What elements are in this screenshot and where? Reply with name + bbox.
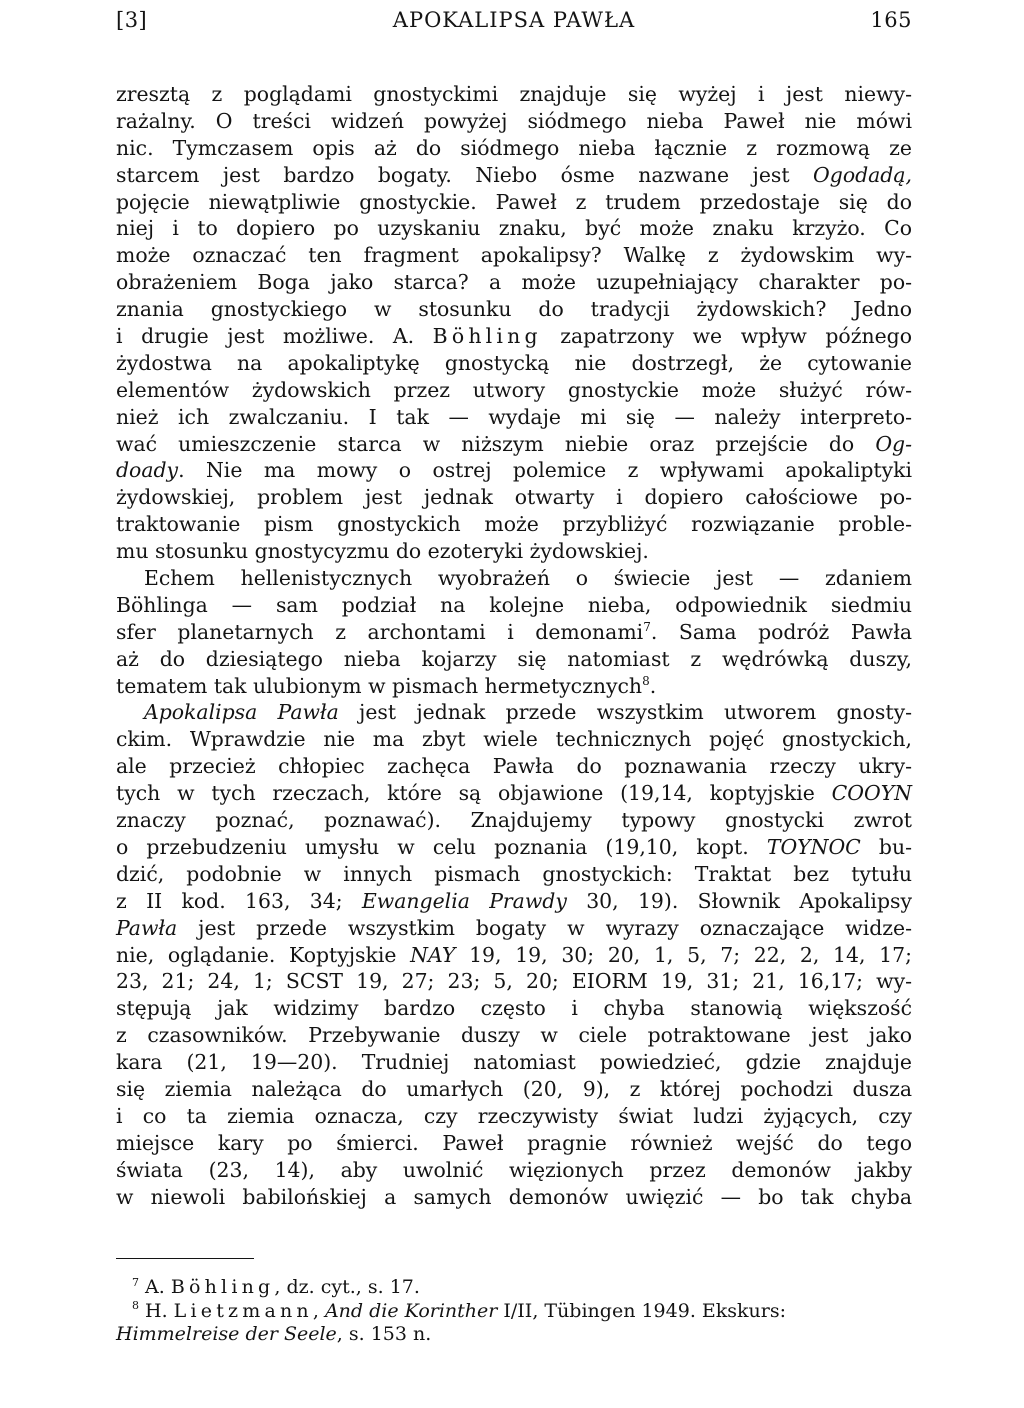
italic-title: Himmelreise der Seele — [116, 1323, 337, 1345]
text-line: stępują jak widzimy bardzo często i chyba stanowią większość — [116, 996, 912, 1021]
text-line: Böhlinga — sam podział na kolejne nieba, odpowiednik siedmiu — [116, 592, 912, 617]
text-run: sfer planetarnych z archontami i demonami — [116, 619, 644, 644]
page-number: 165 — [870, 8, 912, 32]
text-line: znania gnostyckiego w stosunku do tradycji żydowskich? Jedno — [116, 297, 912, 322]
text-run: tych w tych rzeczach, które są objawione (19,14, koptyjskie — [116, 781, 832, 806]
text-line: ckim. Wprawdzie nie ma zbyt wiele technicznych pojęć gnostyckich, — [116, 727, 912, 752]
text-line: miejsce kary po śmierci. Paweł pragnie również wejść do tego — [116, 1130, 912, 1155]
text-line: i co ta ziemia oznacza, czy rzeczywisty świat ludzi żyjących, czy — [116, 1103, 912, 1128]
text-line — [116, 942, 912, 969]
italic-title: Pawła — [116, 915, 178, 940]
text-line — [116, 888, 912, 915]
text-run: tematem tak ulubionym w pismach hermetycznych — [116, 673, 643, 698]
footnote-8-continued — [116, 1323, 912, 1347]
text-line: niej i to dopiero po uzyskaniu znaku, być może znaku krzyżo. Co — [116, 216, 912, 241]
spaced-author-name: Lietzmann — [173, 1299, 313, 1322]
text-line — [116, 619, 912, 646]
text-line — [116, 834, 912, 861]
spaced-author-name: Böhling — [170, 1276, 275, 1298]
text-run: 30, 19). Słownik Apokalipsy — [566, 888, 912, 913]
text-line: Echem hellenistycznych wyobrażeń o świecie jest — zdaniem — [144, 566, 912, 591]
text-line: świata (23, 14), aby uwolnić więzionych przez demonów jakby — [116, 1157, 912, 1182]
italic-title: Ewangelia Prawdy — [361, 888, 567, 913]
footnotes — [116, 1276, 912, 1347]
author-initial: H. — [145, 1299, 168, 1322]
italic-title: And die Korinther — [324, 1299, 498, 1322]
text-run: wać umieszczenie starca w niższym niebie oraz przejście do — [116, 431, 876, 456]
text-line: żydostwa na apokaliptykę gnostycką nie dostrzegł, że cytowanie — [116, 350, 912, 375]
text-line: znaczy poznać, poznawać). Znajdujemy typowy gnostycki zwrot — [116, 808, 912, 833]
footnote-8 — [116, 1300, 912, 1324]
text-line — [116, 699, 912, 726]
italic-term: Og- — [875, 431, 912, 456]
coptic-term: TOYNOC — [766, 834, 861, 859]
citation-text: , dz. cyt., s. 17. — [274, 1276, 420, 1298]
text-line: kara (21, 19—20). Trudniej natomiast powiedzieć, gdzie znajduje — [116, 1050, 912, 1075]
footnote-separator — [116, 1258, 254, 1259]
footnote-ref[interactable]: 7 — [643, 620, 651, 635]
footnote-ref[interactable]: 8 — [642, 673, 650, 688]
text-line: 23, 21; 24, 1; SCST 19, 27; 23; 5, 20; EIORM 19, 31; 21, 16,17; wy- — [116, 969, 912, 994]
coptic-term: NAY — [410, 942, 456, 967]
text-line: obrażeniem Boga jako starca? a może uzupełniający charakter po- — [116, 270, 912, 295]
text-line: może oznaczać ten fragment apokalipsy? Walkę z żydowskim wy- — [116, 243, 912, 268]
running-title: APOKALIPSA PAWŁA — [392, 8, 636, 32]
coptic-term: COOYN — [831, 781, 912, 806]
text-line: zresztą z poglądami gnostyckimi znajduje się wyżej i jest niewy- — [116, 82, 912, 106]
text-line: z czasowników. Przebywanie duszy w ciele potraktowane jest jako — [116, 1023, 912, 1048]
text-run: starcem jest bardzo bogaty. Niebo ósme nazwane jest — [116, 162, 814, 187]
main-text — [116, 81, 912, 1210]
text-line — [116, 431, 912, 458]
text-line — [116, 457, 912, 484]
text-line: w niewoli babilońskiej a samych demonów uwięzić — bo tak chyba — [116, 1184, 912, 1209]
text-line — [116, 323, 912, 350]
text-line: nież ich zwalczaniu. I tak — wydaje mi się — należy interpreto- — [116, 404, 912, 429]
text-run: o przebudzeniu umysłu w celu poznania (19,10, kopt. — [116, 834, 767, 859]
text-line: traktowanie pism gnostyckich może przybliżyć rozwiązanie proble- — [116, 512, 912, 537]
text-line: dzić, podobnie w innych pismach gnostyckich: Traktat bez tytułu — [116, 861, 912, 886]
text-line — [116, 915, 912, 942]
text-run: nie, oglądanie. Koptyjskie — [116, 942, 411, 967]
footnote-number: 8 — [132, 1299, 139, 1313]
text-run: zapatrzony we wpływ późnego — [541, 324, 912, 349]
text-line: się ziemia należąca do umarłych (20, 9), z której pochodzi dusza — [116, 1076, 912, 1101]
text-line: żydowskiej, problem jest jednak otwarty i dopiero całościowe po- — [116, 485, 912, 510]
text-line: rażalny. O treści widzeń powyżej siódmego nieba Paweł nie mówi — [116, 108, 912, 133]
footnote-7 — [116, 1276, 912, 1300]
spaced-author-name: Böhling — [432, 324, 542, 349]
text-line: nic. Tymczasem opis aż do siódmego nieba łącznie z rozmową ze — [116, 135, 912, 160]
citation-text: I/II, Tübingen 1949. Ekskurs: — [497, 1299, 787, 1322]
footnote-number: 7 — [132, 1275, 139, 1289]
text-run: z II kod. 163, 34; — [116, 888, 362, 913]
author-initial: A. — [145, 1276, 165, 1298]
text-run: jest przede wszystkim bogaty w wyrazy oznaczające widze- — [177, 915, 912, 940]
text-run: i drugie jest możliwe. A. — [116, 324, 433, 349]
citation-text: , s. 153 n. — [336, 1323, 432, 1345]
text-run: bu- — [860, 834, 912, 859]
section-number: [3] — [116, 8, 148, 32]
text-line: pojęcie niewątpliwie gnostyckie. Paweł z trudem przedostaje się do — [116, 189, 912, 214]
text-line — [116, 780, 912, 807]
italic-term: Ogodadą, — [813, 162, 912, 187]
text-run: 19, 19, 30; 20, 1, 5, 7; 22, 2, 14, 17; — [455, 942, 912, 967]
text-run: . Sama podróż Pawła — [650, 619, 913, 644]
text-run: . — [649, 673, 657, 698]
text-line: mu stosunku gnostycyzmu do ezoteryki żydowskiej. — [116, 539, 649, 564]
text-line — [116, 162, 912, 189]
running-header — [116, 8, 912, 48]
text-line — [116, 673, 912, 700]
text-line: aż do dziesiątego nieba kojarzy się natomiast z wędrówką duszy, — [116, 646, 912, 671]
text-line: ale przecież chłopiec zachęca Pawła do poznawania rzeczy ukry- — [116, 754, 912, 779]
italic-title: Apokalipsa Pawła — [144, 700, 339, 725]
text-run: jest jednak przede wszystkim utworem gnosty- — [338, 700, 912, 725]
text-run: . Nie ma mowy o ostrej polemice z wpływami apokaliptyki — [178, 458, 912, 483]
text-line: elementów żydowskich przez utwory gnostyckie może służyć rów- — [116, 377, 912, 402]
citation-text: , — [312, 1299, 325, 1322]
italic-term: doady — [116, 458, 179, 483]
